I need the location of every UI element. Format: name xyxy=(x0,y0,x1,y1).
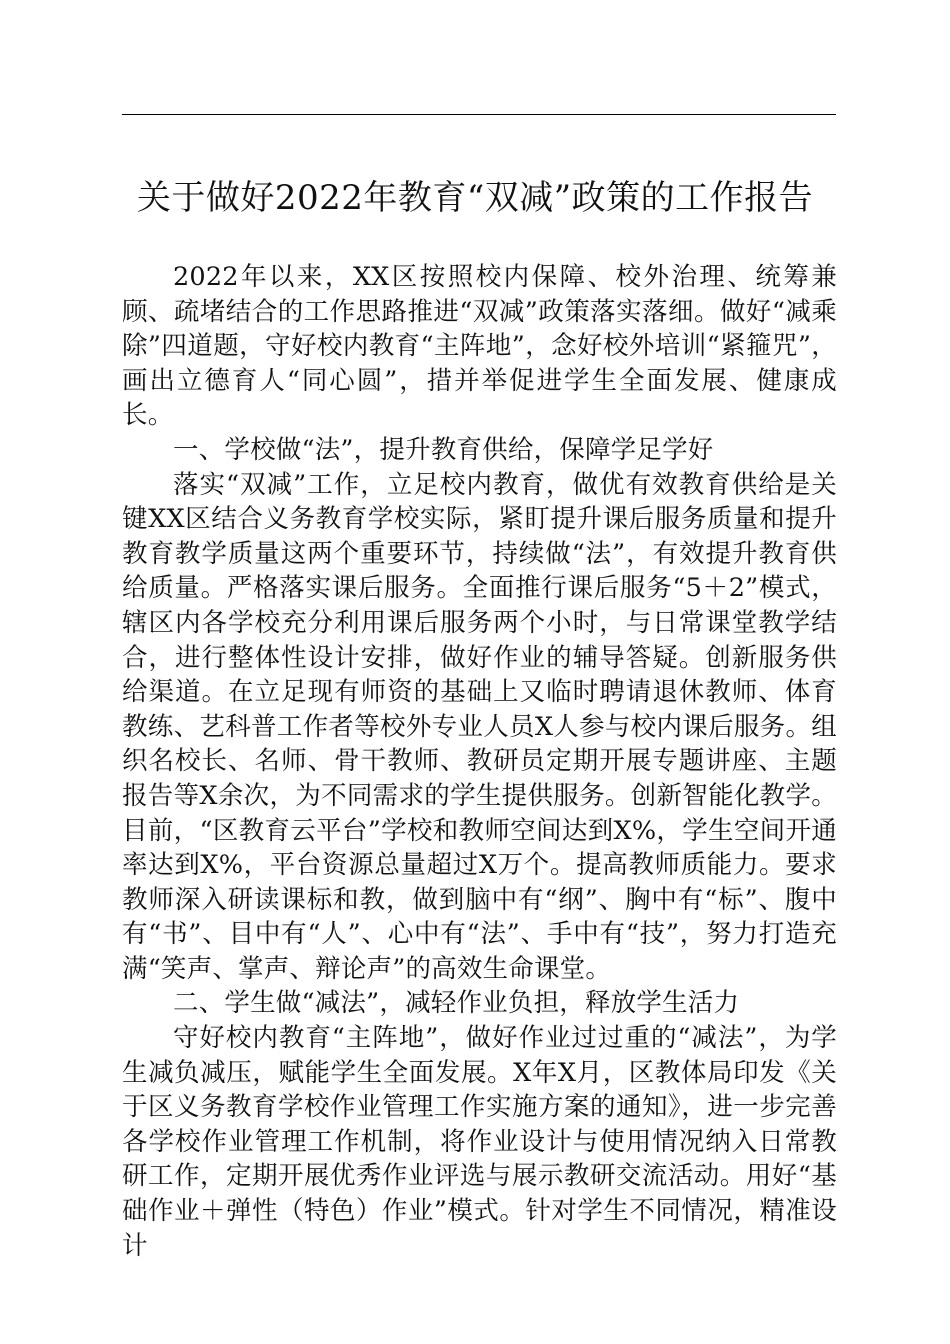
section-2-paragraph: 守好校内教育“主阵地”，做好作业过过重的“减法”，为学生减负减压，赋能学生全面发展。X年X月，区教体局印发《关于区义务教育学校作业管理工作实施方案的通知》，进一步完善各学校作业管理工作机制，将作业设计与使用情况纳入日常教研工作，定期开展优秀作业评选与展示教研交流活动。用好“基础作业＋弹性（特色）作业”模式。针对学生不同情况，精准设计 xyxy=(122,1023,837,1261)
document-body xyxy=(122,260,837,1263)
section-1-paragraph: 落实“双减”工作，立足校内教育，做优有效教育供给是关键XX区结合义务教育学校实际，紧盯提升课后服务质量和提升教育教学质量这两个重要环节，持续做“法”，有效提升教育供给质量。严格落实课后服务。全面推行课后服务“5＋2”模式，辖区内各学校充分利用课后服务两个小时，与日常课堂教学结合，进行整体性设计安排，做好作业的辅导答疑。创新服务供给渠道。在立足现有师资的基础上又临时聘请退休教师、体育教练、艺科普工作者等校外专业人员X人参与校内课后服务。组织名校长、名师、骨干教师、教研员定期开展专题讲座、主题报告等X余次，为不同需求的学生提供服务。创新智能化教学。目前，“区教育云平台”学校和教师空间达到X%，学生空间开通率达到X%，平台资源总量超过X万个。提高教师质能力。要求教师深入研读课标和教，做到脑中有“纲”、胸中有“标”、腹中有“书”、目中有“人”、心中有“法”、手中有“技”，努力打造充满“笑声、掌声、辩论声”的高效生命课堂。 xyxy=(122,469,837,984)
document-title: 关于做好2022年教育“双减”政策的工作报告 xyxy=(136,178,814,218)
section-heading-1: 一、学校做“法”，提升教育供给，保障学足学好 xyxy=(173,434,714,465)
header-rule xyxy=(122,114,836,115)
intro-paragraph: 2022年以来，XX区按照校内保障、校外治理、统筹兼顾、疏堵结合的工作思路推进“双减”政策落实落细。做好“减乘除”四道题，守好校内教育“主阵地”，念好校外培训“紧箍咒”，画出立德育人“同心圆”，措并举促进学生全面发展、健康成长。 xyxy=(122,262,837,431)
section-heading-2: 二、学生做“减法”，减轻作业负担，释放学生活力 xyxy=(173,988,740,1019)
